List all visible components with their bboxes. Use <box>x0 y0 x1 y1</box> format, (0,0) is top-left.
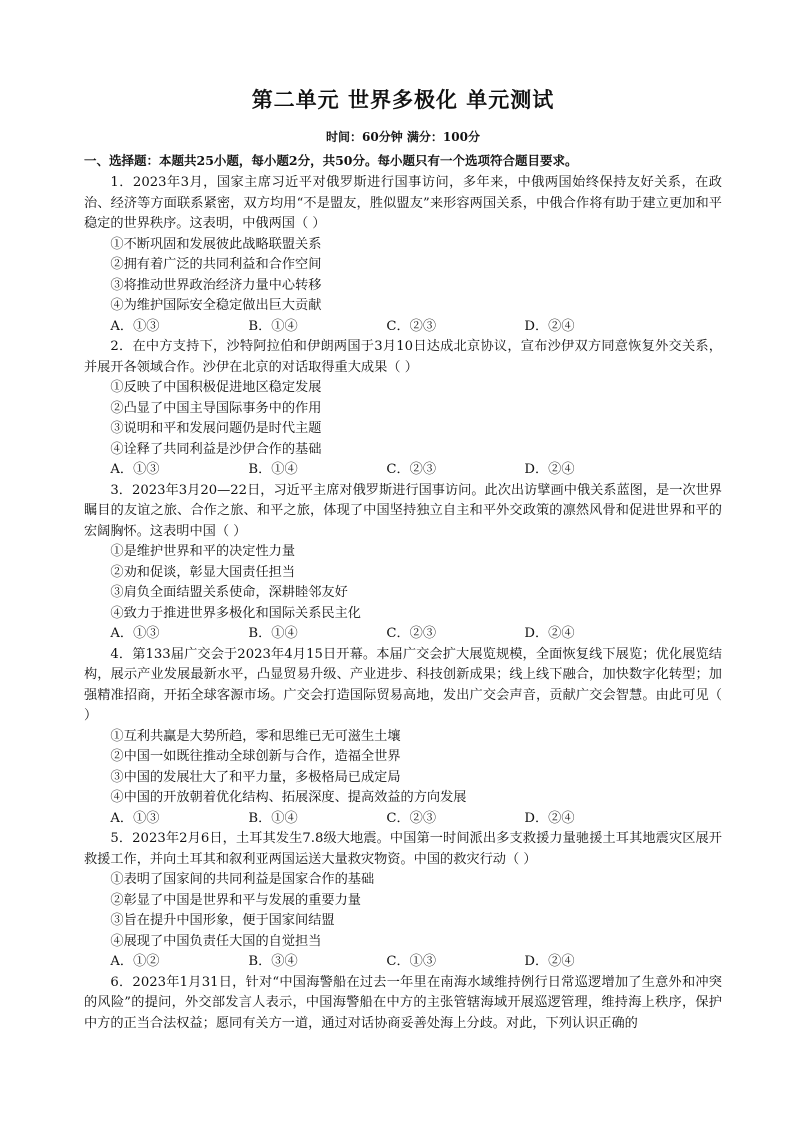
question-stem: 2．在中方支持下，沙特阿拉伯和伊朗两国于3月10日达成北京协议，宣布沙伊双方同意恢复外交关系，并展开各领域合作。沙伊在北京的对话取得重大成果（ ） <box>84 339 722 375</box>
answer-choices <box>84 460 722 481</box>
question-5 <box>84 829 722 973</box>
choice-b: B．③④ <box>248 954 298 969</box>
page-title: 第二单元 世界多极化 单元测试 <box>251 88 555 112</box>
answer-choices <box>84 317 722 338</box>
choice-d: D．②④ <box>524 462 575 477</box>
choice-c: C．②③ <box>386 318 437 334</box>
choice-a: A．①③ <box>110 810 160 826</box>
answer-choices <box>84 624 722 645</box>
statement-option: ①不断巩固和发展彼此战略联盟关系 <box>110 236 322 252</box>
choice-c: C．①③ <box>386 954 437 969</box>
statement-option: ④展现了中国负责任大国的自觉担当 <box>110 933 322 949</box>
statement-option: ③中国的发展壮大了和平力量，多极格局已成定局 <box>110 769 401 785</box>
statement-option: ①表明了国家间的共同利益是国家合作的基础 <box>110 872 375 887</box>
question-stem: 3．2023年3月20—22日，习近平主席对俄罗斯进行国事访问。此次出访擘画中俄关系蓝图，是一次世界瞩目的友谊之旅、合作之旅、和平之旅，体现了中国坚持独立自主和平外交政策的凛然风骨和促进世界和平的宏阔胸怀。这表明中国（ ） <box>84 482 722 539</box>
question-2 <box>84 337 722 481</box>
choice-a: A．①③ <box>110 626 160 641</box>
question-3 <box>84 481 722 645</box>
question-1 <box>84 173 722 337</box>
answer-choices <box>84 952 722 973</box>
choice-d: D．②④ <box>524 626 575 641</box>
statement-option: ②中国一如既往推动全球创新与合作，造福全世界 <box>110 749 401 764</box>
question-4 <box>84 645 722 830</box>
question-stem: 4．第133届广交会于2023年4月15日开幕。本届广交会扩大展览规模，全面恢复线下展览；优化展览结构，展示产业发展最新水平，凸显贸易升级、产业进步、科技创新成果；线上线下融合，加快数字化转型；加强精准招商，开拓全球客源市场。广交会打造国际贸易高地，发出广交会声音，贡献广交会智慧。由此可见（ ） <box>84 646 722 723</box>
statement-option: ②彰显了中国是世界和平与发展的重要力量 <box>110 892 361 908</box>
choice-a: A．①③ <box>110 318 160 334</box>
statement-option: ④中国的开放朝着优化结构、拓展深度、提高效益的方向发展 <box>110 790 467 805</box>
choice-d: D．②④ <box>524 810 575 826</box>
statement-option: ④诠释了共同利益是沙伊合作的基础 <box>110 441 322 457</box>
statement-option: ①反映了中国积极促进地区稳定发展 <box>110 380 322 395</box>
choice-b: B．①④ <box>248 318 298 334</box>
statement-option: ④致力于推进世界多极化和国际关系民主化 <box>110 605 361 621</box>
question-6 <box>84 973 722 1035</box>
answer-choices <box>84 809 722 830</box>
statement-option: ③说明和平和发展问题仍是时代主题 <box>110 421 322 436</box>
choice-c: C．②③ <box>386 810 437 826</box>
statement-option: ①是维护世界和平的决定性力量 <box>110 544 296 559</box>
statement-option: ②劝和促谈，彰显大国责任担当 <box>110 564 296 580</box>
choice-c: C．②③ <box>386 462 437 477</box>
question-stem: 6．2023年1月31日，针对“中国海警船在过去一年里在南海水域维持例行日常巡逻增加了生意外和冲突的风险”的提问，外交部发言人表示，中国海警船在中方的主张管辖海域开展巡逻管理，维持海上秩序，保护中方的正当合法权益；愿同有关方一道，通过对话协商妥善处海上分歧。对此，下列认识正确的 <box>84 974 722 1031</box>
statement-option: ③将推动世界政治经济力量中心转移 <box>110 277 322 293</box>
choice-a: A．①② <box>110 954 160 969</box>
statement-option: ①互利共赢是大势所趋，零和思维已无可滋生土壤 <box>110 728 401 744</box>
statement-option: ②凸显了中国主导国际事务中的作用 <box>110 400 322 416</box>
question-stem: 1．2023年3月，国家主席习近平对俄罗斯进行国事访问，多年来，中俄两国始终保持友好关系，在政治、经济等方面联系紧密，双方均用“不是盟友，胜似盟友”来形容两国关系，中俄合作将有助于建立更加和平稳定的世界秩序。这表明，中俄两国（ ） <box>84 175 722 231</box>
choice-a: A．①③ <box>110 462 160 477</box>
statement-option: ④为维护国际安全稳定做出巨大贡献 <box>110 298 322 313</box>
statement-option: ③肩负全面结盟关系使命，深耕睦邻友好 <box>110 585 348 600</box>
question-stem: 5．2023年2月6日，土耳其发生7.8级大地震。中国第一时间派出多支救援力量驰援土耳其地震灾区展开救援工作，并向土耳其和叙利亚两国运送大量救灾物资。中国的救灾行动（ ） <box>84 831 722 867</box>
choice-b: B．①④ <box>248 626 298 641</box>
choice-d: D．②④ <box>524 318 575 334</box>
statement-option: ②拥有着广泛的共同利益和合作空间 <box>110 257 322 272</box>
choice-c: C．②③ <box>386 626 437 641</box>
choice-b: B．①④ <box>248 810 298 826</box>
choice-d: D．②④ <box>524 954 575 969</box>
section-heading: 一、选择题：本题共25小题，每小题2分，共50分。每小题只有一个选项符合题目要求。 <box>84 153 578 168</box>
choice-b: B．①④ <box>248 462 298 477</box>
statement-option: ③旨在提升中国形象，便于国家间结盟 <box>110 913 335 928</box>
exam-meta: 时间：60分钟 满分：100分 <box>326 130 480 144</box>
